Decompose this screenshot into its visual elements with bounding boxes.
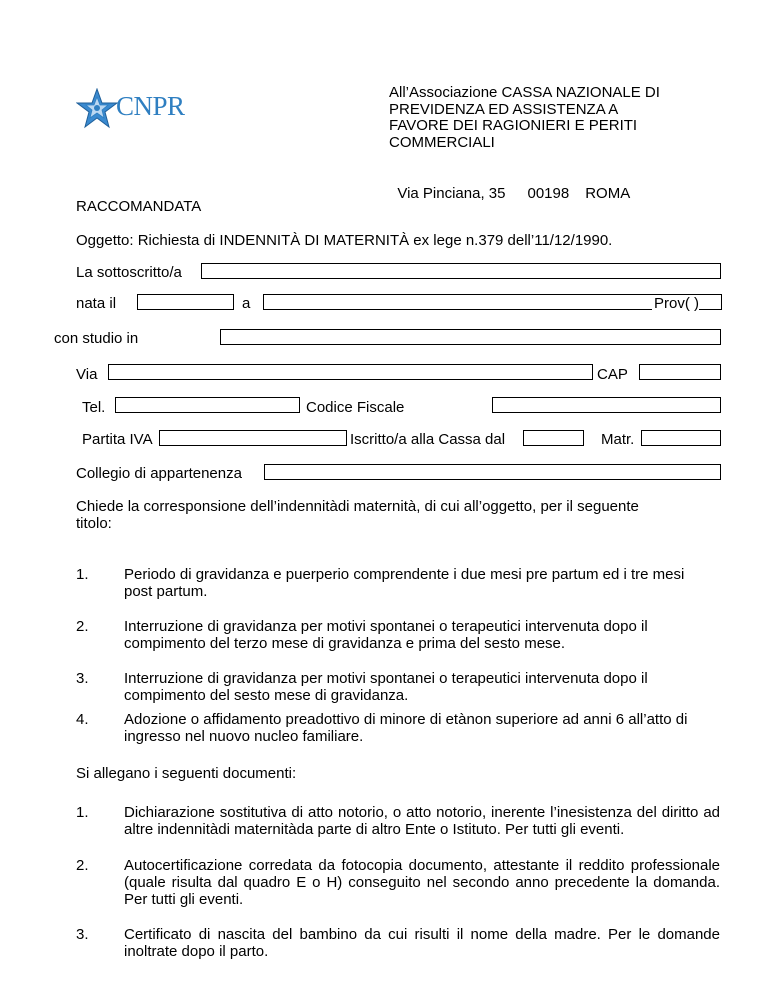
recipient-line: All’Associazione CASSA NAZIONALE DI [389, 84, 660, 101]
matr-label: Matr. [601, 431, 635, 448]
title-number: 1. [76, 566, 89, 583]
birthplace-label: a [242, 295, 251, 312]
tel-field[interactable] [115, 397, 300, 413]
subject-line: Oggetto: Richiesta di INDENNITÀ DI MATERNITÀ ex lege n.379 dell’11/12/1990. [76, 232, 613, 249]
document-number: 1. [76, 804, 89, 821]
matr-field[interactable] [641, 430, 721, 446]
collegio-field[interactable] [264, 464, 721, 480]
document-number: 2. [76, 857, 89, 874]
document-text: Dichiarazione sostitutiva di atto notorio, o atto notorio, inerente l’inesistenza del diritto ad altre indennitàdi maternitàda parte di altro Ente o Istituto. Per tutti gli eventi. [124, 804, 720, 838]
title-number: 2. [76, 618, 89, 635]
studio-field[interactable] [220, 329, 721, 345]
tel-label: Tel. [82, 399, 106, 416]
cap-label: CAP [597, 366, 628, 383]
request-line: titolo: [76, 515, 112, 532]
recipient-street-line [389, 168, 630, 202]
via-field[interactable] [108, 364, 593, 380]
title-number: 3. [76, 670, 89, 687]
request-line: Chiede la corresponsione dell’indennitàdi maternità, di cui all’oggetto, per il seguente [76, 498, 639, 515]
raccomandata-label: RACCOMANDATA [76, 198, 202, 215]
title-number: 4. [76, 711, 89, 728]
recipient-line: COMMERCIALI [389, 133, 495, 151]
sottoscritto-field[interactable] [201, 263, 721, 279]
studio-label: con studio in [54, 330, 139, 347]
logo-text: CNPR [116, 91, 185, 121]
cnpr-logo [76, 88, 196, 128]
sottoscritto-label: La sottoscritto/a [76, 264, 182, 281]
star-logo-icon [76, 88, 118, 130]
iscritto-date-field[interactable] [523, 430, 584, 446]
document-text: Autocertificazione corredata da fotocopia documento, attestante il reddito professionale (quale risulta dal quadro E o H) conseguito nel secondo anno precedente la domanda. Per tutti gli eventi. [124, 857, 720, 908]
recipient-line: FAVORE DEI RAGIONIERI E PERITI [389, 117, 638, 134]
recipient-address [389, 85, 719, 151]
collegio-label: Collegio di appartenenza [76, 465, 242, 482]
via-label: Via [76, 366, 98, 383]
title-text: Adozione o affidamento preadottivo di minore di etànon superiore ad anni 6 all’atto di ingresso nel nuovo nucleo familiare. [124, 711, 688, 745]
recipient-postcode: 00198 [527, 185, 570, 202]
title-text: Periodo di gravidanza e puerperio comprendente i due mesi pre partum ed i tre mesi post partum. [124, 566, 685, 600]
nata-il-label: nata il [76, 295, 117, 312]
codice-fiscale-field[interactable] [492, 397, 721, 413]
attachments-intro: Si allegano i seguenti documenti: [76, 765, 297, 782]
cap-field[interactable] [639, 364, 721, 380]
birth-date-field[interactable] [137, 294, 234, 310]
iscritto-label: Iscritto/a alla Cassa dal [350, 431, 506, 448]
document-number: 3. [76, 926, 89, 943]
codice-fiscale-label: Codice Fiscale [306, 399, 405, 416]
title-text: Interruzione di gravidanza per motivi spontanei o terapeutici intervenuta dopo il compimento del terzo mese di gravidanza e prima del sesto mese. [124, 618, 648, 652]
prov-label: Prov( ) [654, 295, 699, 312]
recipient-line: PREVIDENZA ED ASSISTENZA A [389, 100, 619, 118]
partita-iva-field[interactable] [159, 430, 347, 446]
document-text: Certificato di nascita del bambino da cui risulti il nome della madre. Per le domande inoltrate dopo il parto. [124, 926, 720, 960]
recipient-street: Via Pinciana, 35 [397, 185, 506, 202]
title-text: Interruzione di gravidanza per motivi spontanei o terapeutici intervenuta dopo il compimento del sesto mese di gravidanza. [124, 670, 648, 704]
recipient-city: ROMA [585, 185, 631, 202]
partita-iva-label: Partita IVA [82, 431, 153, 448]
